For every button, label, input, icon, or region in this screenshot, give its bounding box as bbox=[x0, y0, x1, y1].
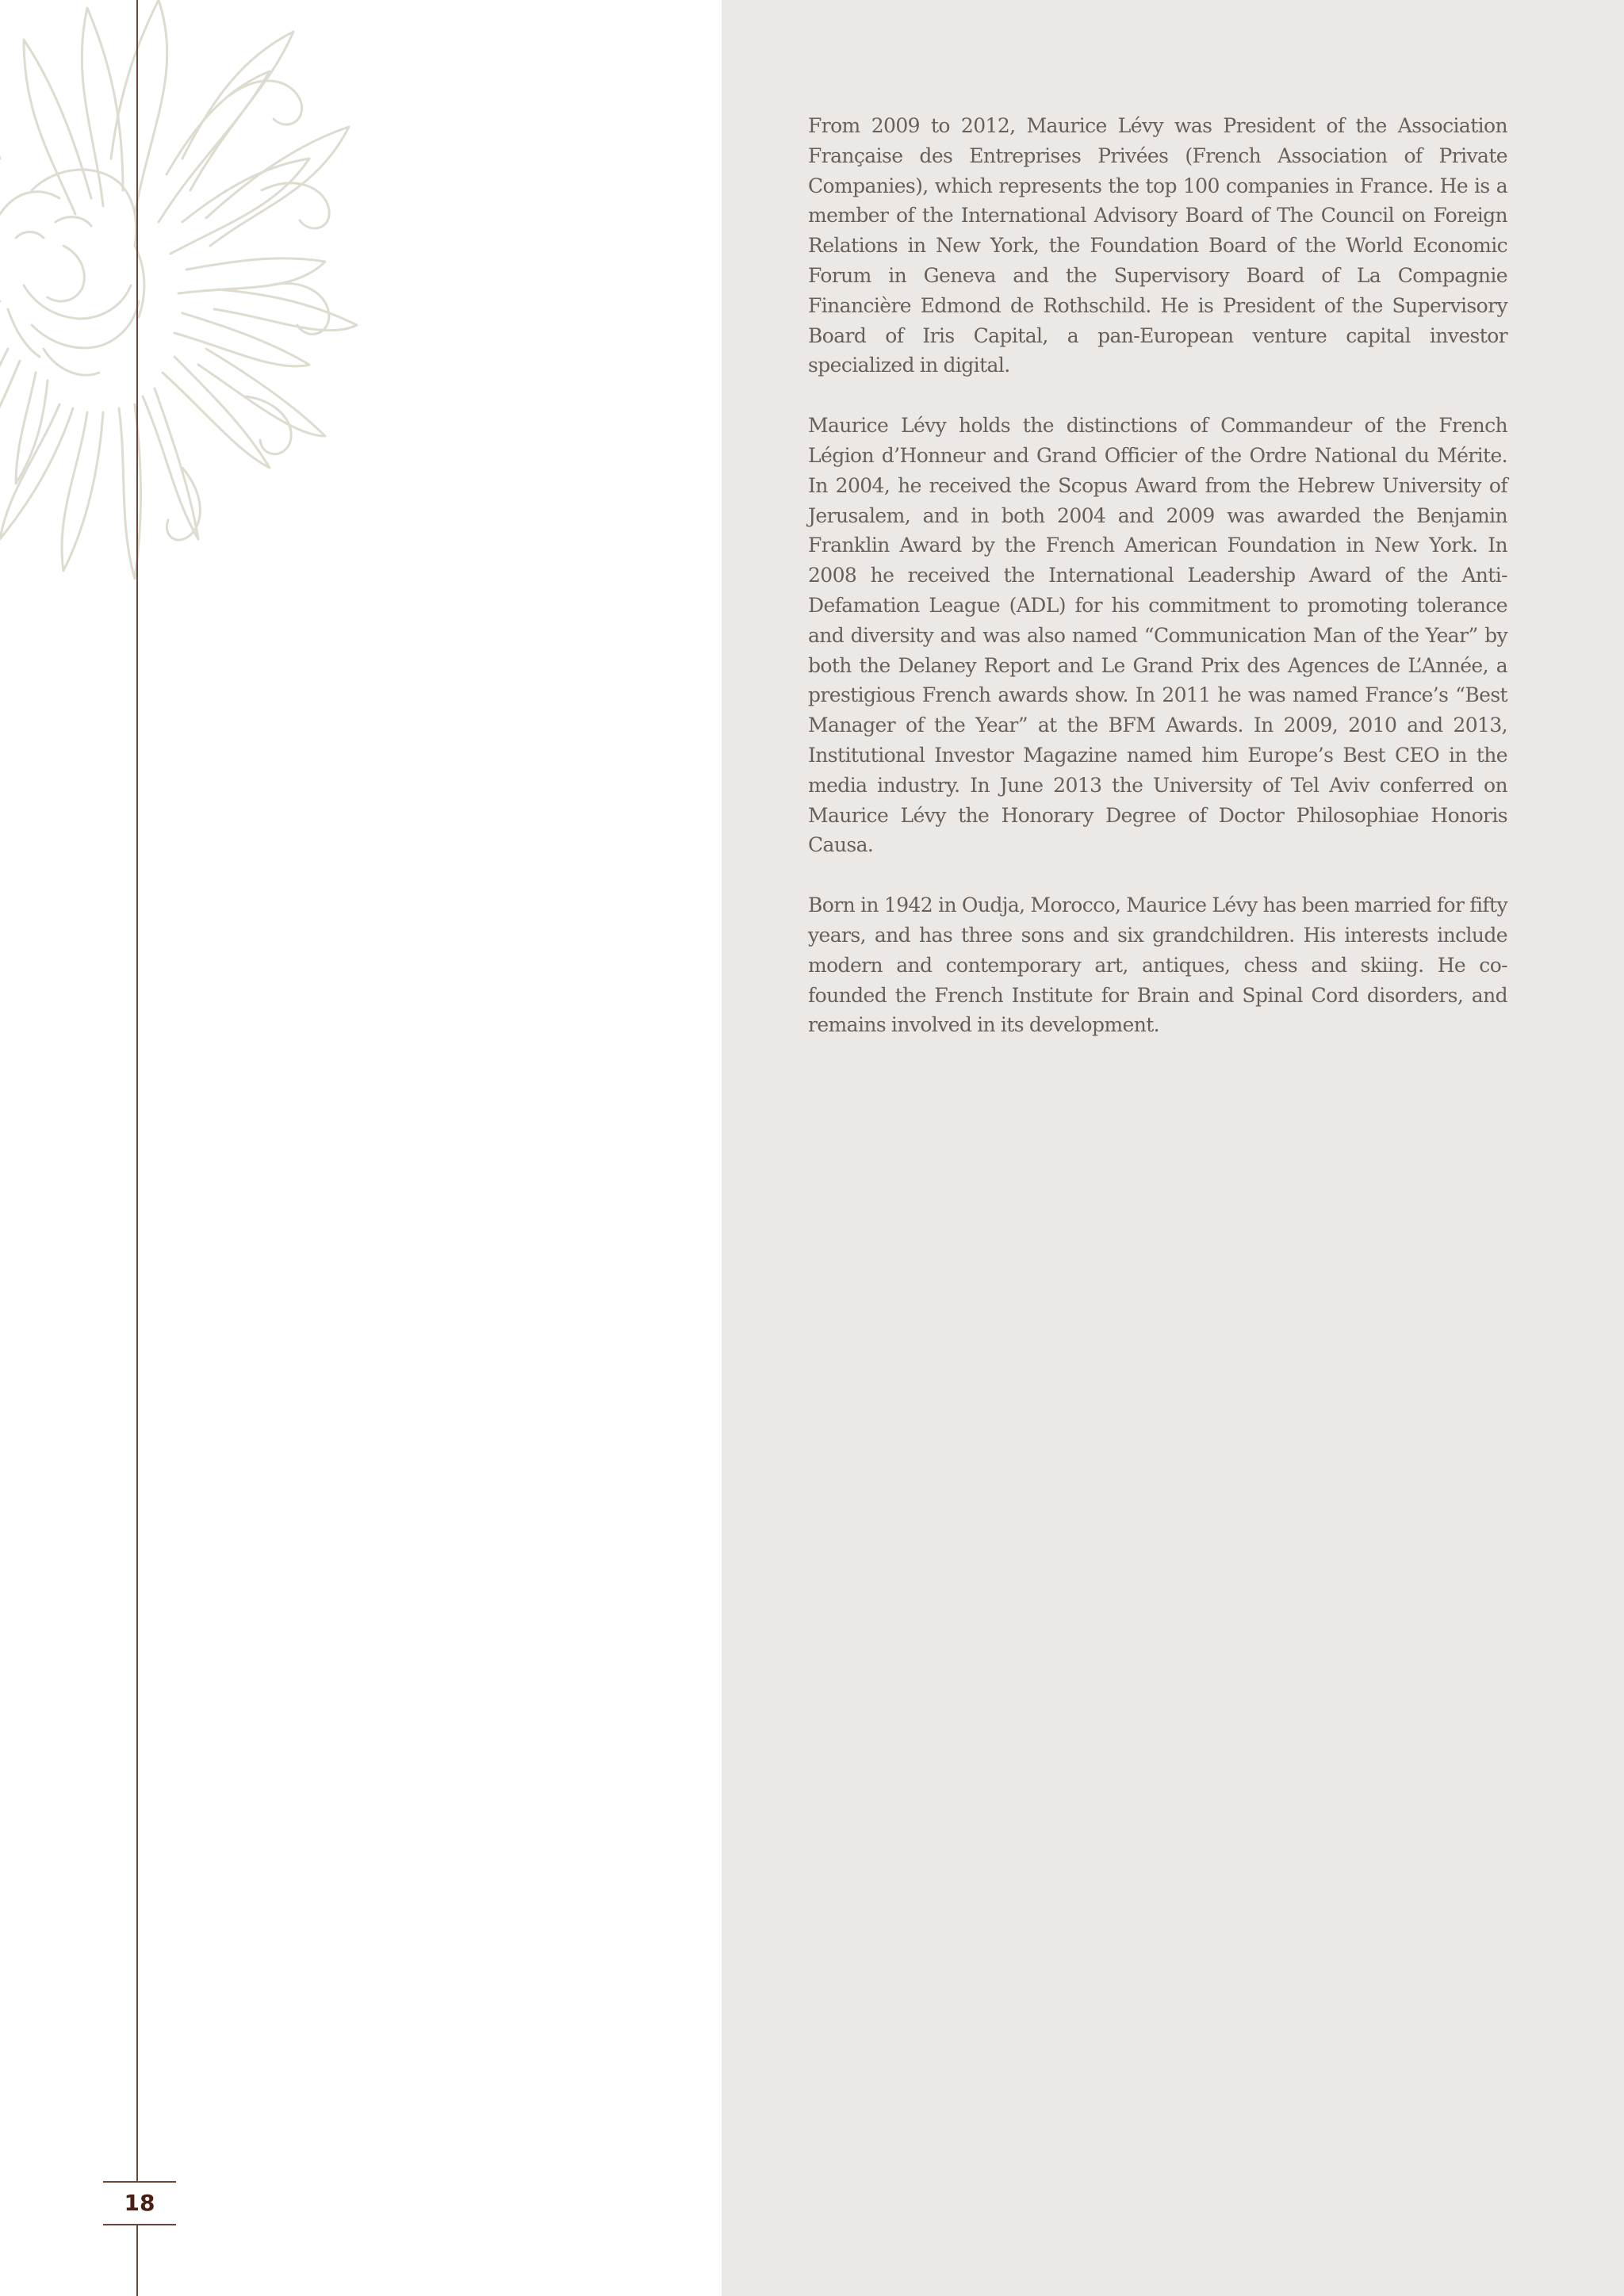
text-panel bbox=[722, 0, 1624, 2296]
paragraph-affiliations: From 2009 to 2012, Maurice Lévy was President of the Association Française des Entreprises Privées (French Association of Private Companies), which represents the top 100 companies in France. He is a member of the International Advisory Board of The Council on Foreign Relations in New York, the Foundation Board of the World Economic Forum in Geneva and the Supervisory Board of La Compagnie Financière Edmond de Rothschild. He is President of the Supervisory Board of Iris Capital, a pan-European venture capital investor specialized in digital. bbox=[808, 114, 1507, 377]
paragraph-distinctions: Maurice Lévy holds the distinctions of Commandeur of the French Légion d’Honneur and Grand Officier of the Ordre National du Mérite. In 2004, he received the Scopus Award from the Hebrew University of Jerusalem, and in both 2004 and 2009 was awarded the Benjamin Franklin Award by the French American Foundation in New York. In 2008 he received the International Leadership Award of the Anti-Defamation League (ADL) for his commitment to promoting tolerance and diversity and was also named “Communication Man of the Year” by both the Delaney Report and Le Grand Prix des Agences de L’Année, a prestigious French awards show. In 2011 he was named France’s “Best Manager of the Year” at the BFM Awards. In 2009, 2010 and 2013, Institutional Investor Magazine named him Europe’s Best CEO in the media industry. In June 2013 the University of Tel Aviv conferred on Maurice Lévy the Honorary Degree of Doctor Philosophiae Honoris Causa. bbox=[808, 414, 1507, 857]
biography-text bbox=[808, 111, 1507, 1070]
page-number-block bbox=[103, 2181, 176, 2225]
page-number: 18 bbox=[124, 2190, 155, 2216]
paragraph-personal: Born in 1942 in Oudja, Morocco, Maurice Lévy has been married for fifty years, and has three sons and six grandchildren. His interests include modern and contemporary art, antiques, chess and skiing. He co-founded the French Institute for Brain and Spinal Cord disorders, and remains involved in its development. bbox=[808, 894, 1507, 1037]
vertical-rule bbox=[136, 0, 138, 2296]
lion-sun-emblem-icon bbox=[0, 0, 404, 618]
left-margin-area bbox=[0, 0, 722, 2296]
